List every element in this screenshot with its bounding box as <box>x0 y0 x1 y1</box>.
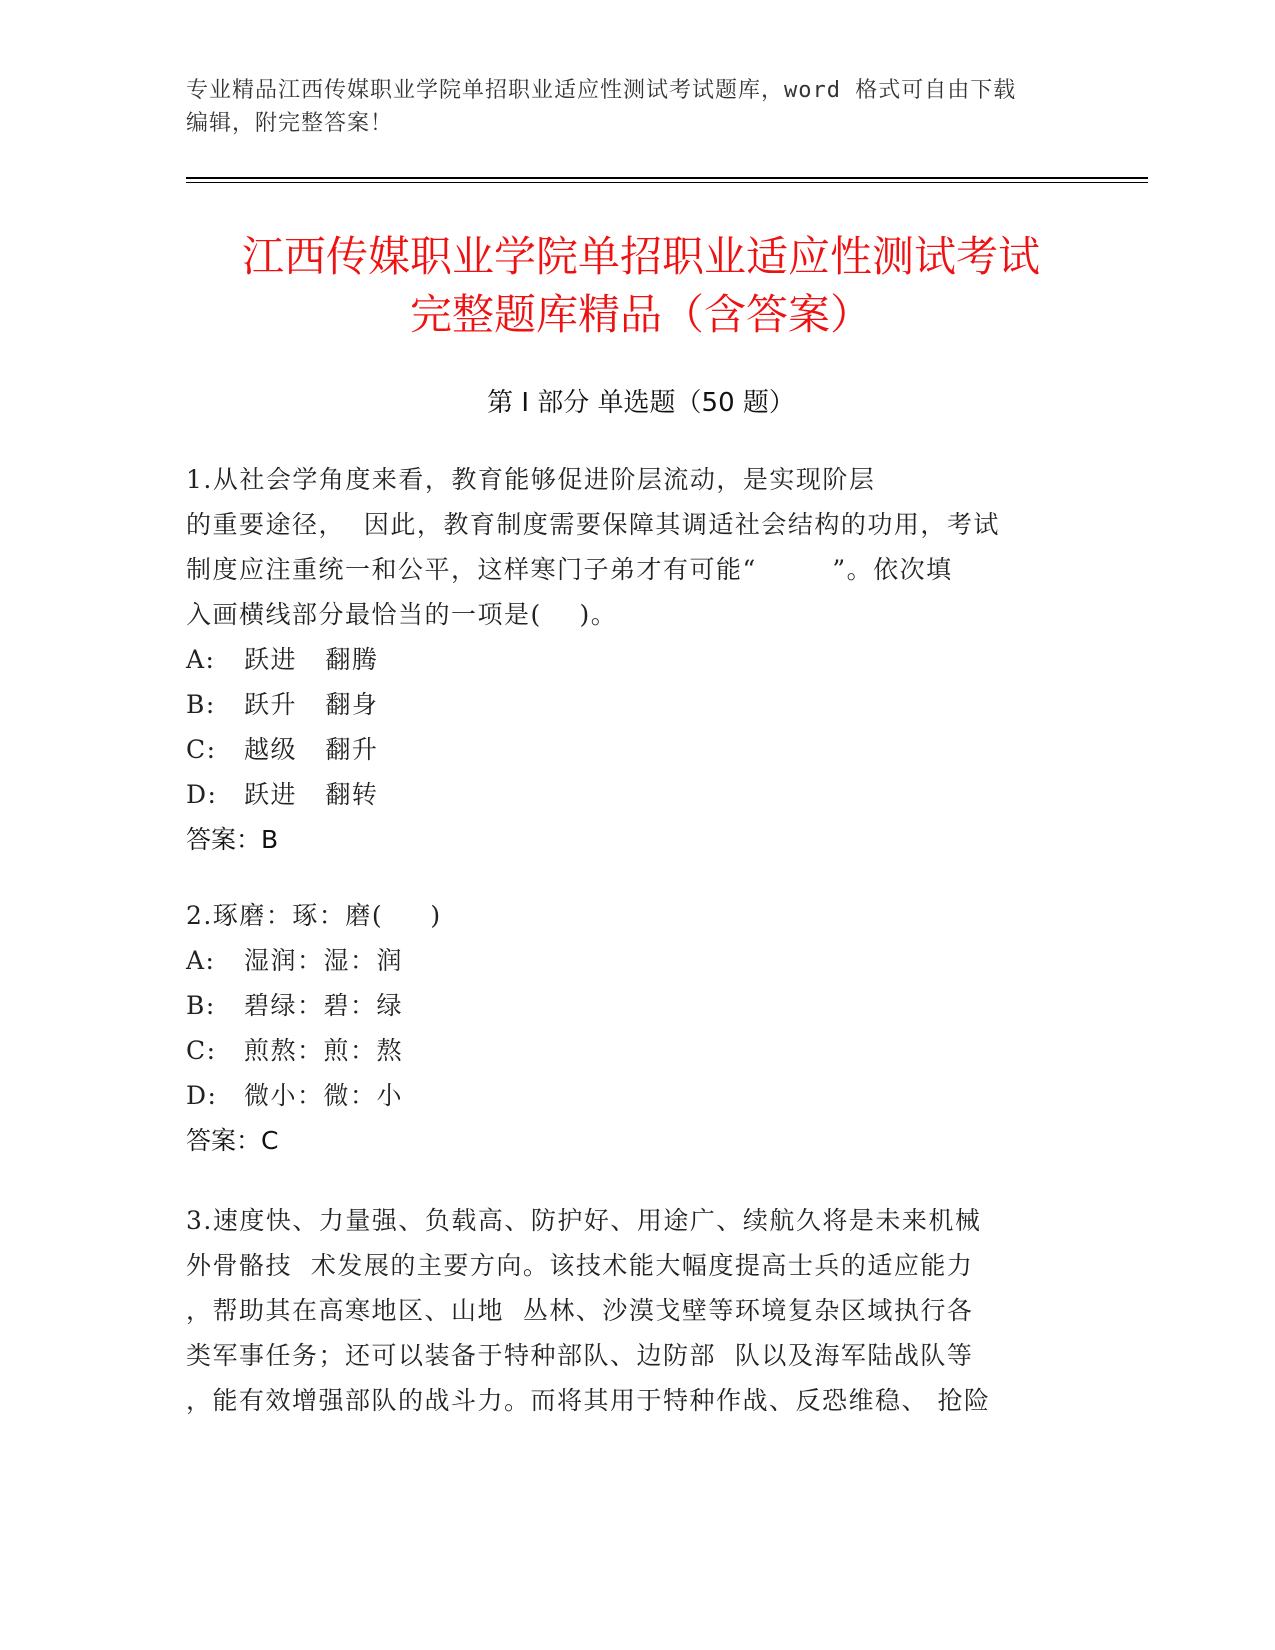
question-stem-line: 外骨骼技 术发展的主要方向。该技术能大幅度提高士兵的适应能力 <box>186 1251 974 1280</box>
option-text: 跃升 翻身 <box>244 690 379 719</box>
option-text: 越级 翻升 <box>244 735 379 764</box>
question-3 <box>186 1198 1066 1423</box>
question-stem-line: ，能有效增强部队的战斗力。而将其用于特种作战、反恐维稳、 抢险 <box>186 1386 991 1415</box>
header-note-line-1: 专业精品江西传媒职业学院单招职业适应性测试考试题库，word 格式可自由下载 <box>186 78 1017 103</box>
option-b <box>186 983 1066 1028</box>
document-title-line-2: 完整题库精品（含答案） <box>409 290 872 339</box>
header-note <box>186 74 1066 140</box>
option-key: A: <box>186 645 216 674</box>
question-stem-line: 2.琢磨：琢：磨( ) <box>186 901 442 930</box>
question-stem-line: 3.速度快、力量强、负载高、防护好、用途广、续航久将是未来机械 <box>186 1206 982 1235</box>
header-note-line-2: 编辑，附完整答案！ <box>186 111 394 136</box>
question-stem-line: ，帮助其在高寒地区、山地 丛林、沙漠戈壁等环境复杂区域执行各 <box>186 1296 974 1325</box>
option-c <box>186 1028 1066 1073</box>
option-text: 微小：微：小 <box>244 1081 404 1110</box>
option-key: A: <box>186 946 216 975</box>
question-2 <box>186 893 1066 1163</box>
question-stem-line: 1.从社会学角度来看，教育能够促进阶层流动，是实现阶层 <box>186 465 876 494</box>
question-stem <box>186 1198 1066 1423</box>
question-stem-line: 入画横线部分最恰当的一项是( )。 <box>186 600 618 629</box>
option-c <box>186 727 1066 772</box>
option-d <box>186 1073 1066 1118</box>
question-stem-line: 制度应注重统一和公平，这样寒门子弟才有可能“ ”。依次填 <box>186 555 953 584</box>
option-key: C: <box>186 735 217 764</box>
option-d <box>186 772 1066 817</box>
question-stem <box>186 457 1066 637</box>
question-stem-line: 类军事任务；还可以装备于特种部队、边防部 队以及海军陆战队等 <box>186 1341 974 1370</box>
header-divider-thick <box>186 177 1148 179</box>
answer-line: 答案：C <box>186 1126 279 1155</box>
option-text: 跃进 翻转 <box>244 780 379 809</box>
option-text: 湿润：湿：润 <box>244 946 404 975</box>
option-key: D: <box>186 780 218 809</box>
section-title: 第 I 部分 单选题（50 题） <box>487 388 795 418</box>
question-1 <box>186 457 1066 862</box>
option-b <box>186 682 1066 727</box>
document-title <box>186 228 1096 344</box>
document-title-line-1: 江西传媒职业学院单招职业适应性测试考试 <box>241 232 1040 281</box>
question-stem-line: 的重要途径， 因此，教育制度需要保障其调适社会结构的功用，考试 <box>186 510 1000 539</box>
option-text: 煎熬：煎：熬 <box>244 1036 404 1065</box>
option-a <box>186 637 1066 682</box>
option-text: 碧绿：碧：绿 <box>244 991 404 1020</box>
option-text: 跃进 翻腾 <box>244 645 379 674</box>
question-stem <box>186 893 1066 938</box>
option-a <box>186 938 1066 983</box>
option-key: D: <box>186 1081 218 1110</box>
option-key: B: <box>186 991 216 1020</box>
header-divider-thin <box>186 182 1148 183</box>
option-key: C: <box>186 1036 217 1065</box>
answer-line: 答案：B <box>186 825 279 854</box>
option-key: B: <box>186 690 216 719</box>
